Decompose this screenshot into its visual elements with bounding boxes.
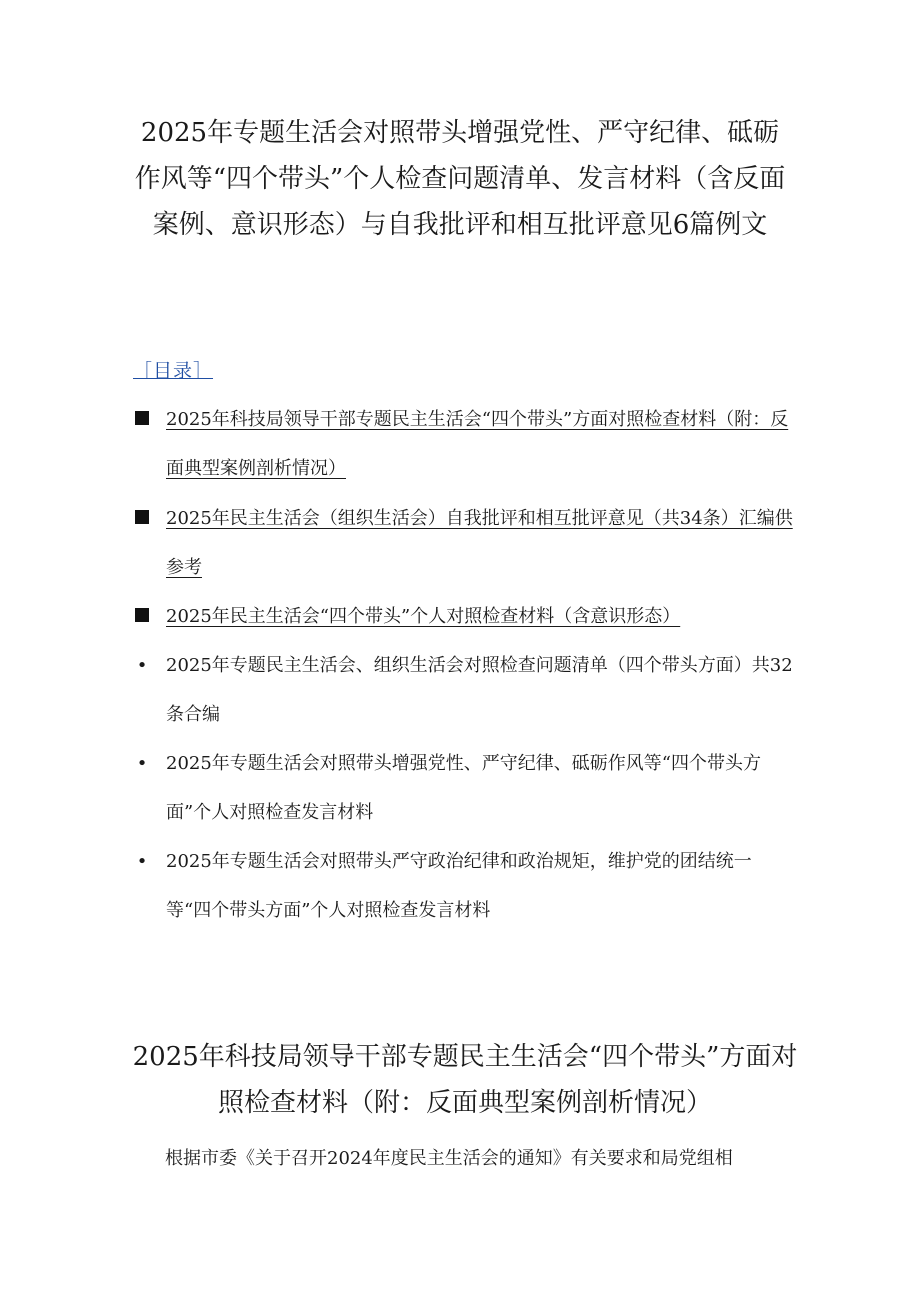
toc-item (130, 739, 810, 837)
toc-item-text: 2025年专题民主生活会、组织生活会对照检查问题清单（四个带头方面）共32条合编 (166, 655, 793, 725)
toc-item-text: 2025年专题生活会对照带头增强党性、严守纪律、砥砺作风等“四个带头方面”个人对照检查发言材料 (166, 753, 762, 823)
dot-bullet-icon: • (136, 655, 148, 676)
page-title: 2025年专题生活会对照带头增强党性、严守纪律、砥砺作风等“四个带头”个人检查问题清单、发言材料（含反面案例、意识形态）与自我批评和相互批评意见6篇例文 (134, 118, 786, 240)
square-bullet-icon (130, 592, 154, 641)
section-title: 2025年科技局领导干部专题民主生活会“四个带头”方面对照检查材料（附：反面典型案例剖析情况） (132, 1042, 798, 1118)
toc-label[interactable]: ［目录］ (133, 360, 214, 382)
toc-item-link[interactable]: 2025年科技局领导干部专题民主生活会“四个带头”方面对照检查材料（附：反面典型案例剖析情况） (166, 409, 789, 479)
square-bullet-icon (130, 395, 154, 444)
square-bullet-icon (130, 494, 154, 543)
toc-item[interactable] (130, 592, 810, 641)
toc-item[interactable] (130, 494, 810, 592)
toc-item (130, 837, 810, 935)
dot-bullet-icon: • (136, 851, 148, 872)
toc-item[interactable] (130, 395, 810, 493)
body-paragraph: 根据市委《关于召开2024年度民主生活会的通知》有关要求和局党组相 (165, 1148, 733, 1169)
dot-bullet-icon: • (136, 753, 148, 774)
toc-item (130, 641, 810, 739)
toc-item-link[interactable]: 2025年民主生活会（组织生活会）自我批评和相互批评意见（共34条）汇编供参考 (166, 508, 793, 578)
toc-item-text: 2025年专题生活会对照带头严守政治纪律和政治规矩，维护党的团结统一等“四个带头方面”个人对照检查发言材料 (166, 851, 752, 921)
toc-item-link[interactable]: 2025年民主生活会“四个带头”个人对照检查材料（含意识形态） (166, 606, 681, 627)
